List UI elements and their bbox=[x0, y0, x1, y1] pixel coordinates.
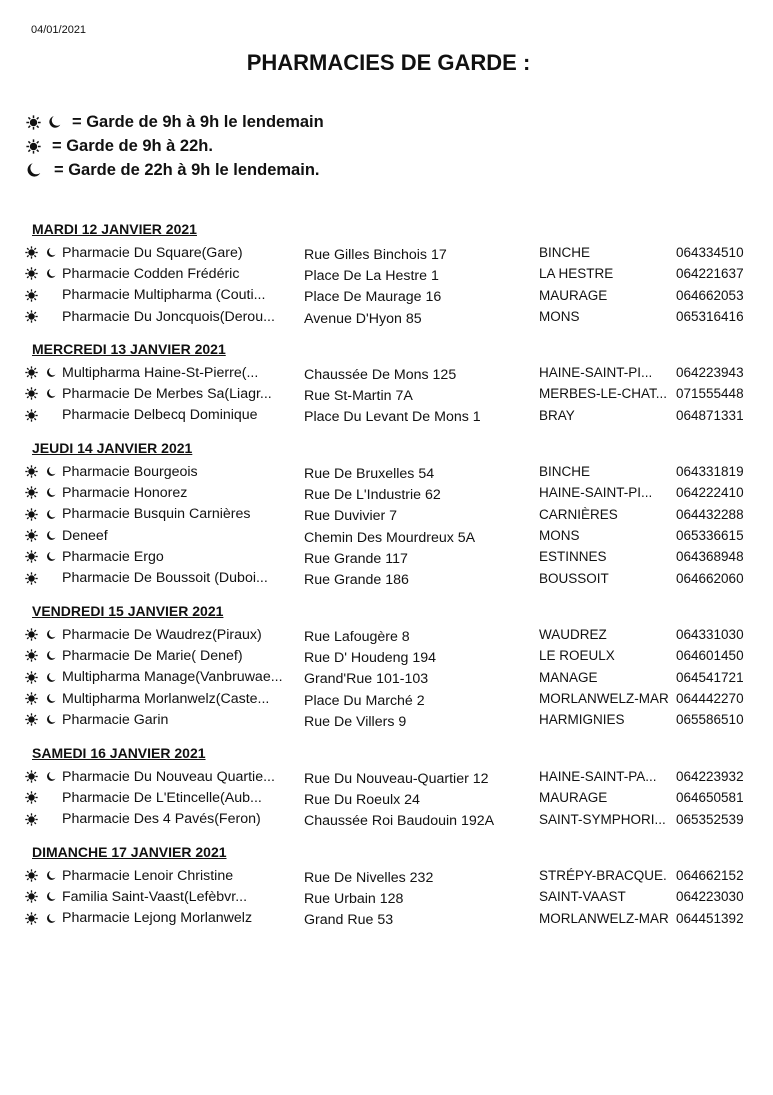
page-title: PHARMACIES DE GARDE : bbox=[246, 50, 531, 75]
document-date: 04/01/2021 bbox=[31, 24, 87, 36]
pharmacy-name: Pharmacie Ergo bbox=[62, 548, 164, 565]
shift-icons bbox=[22, 267, 62, 280]
shift-icons bbox=[22, 465, 62, 478]
pharmacy-address: Rue De Nivelles 232 bbox=[304, 869, 434, 886]
pharmacy-address: Chaussée De Mons 125 bbox=[304, 366, 457, 383]
sun-icon bbox=[25, 508, 38, 521]
pharmacy-address: Place Du Marché 2 bbox=[304, 692, 425, 709]
shift-icons bbox=[22, 692, 62, 705]
sun-icon bbox=[25, 366, 38, 379]
pharmacy-name: Pharmacie Du Square(Gare) bbox=[62, 244, 243, 261]
pharmacy-name: Pharmacie Garin bbox=[62, 711, 169, 728]
moon-icon bbox=[46, 466, 56, 477]
pharmacy-address: Chaussée Roi Baudouin 192A bbox=[304, 813, 495, 830]
pharmacy-city: BINCHE bbox=[539, 464, 591, 480]
shift-icons bbox=[22, 671, 62, 684]
pharmacy-row bbox=[22, 362, 762, 383]
pharmacy-address: Rue De Bruxelles 54 bbox=[304, 465, 435, 482]
sun-icon bbox=[25, 289, 38, 302]
moon-icon bbox=[48, 115, 61, 129]
sun-icon bbox=[25, 713, 38, 726]
shift-icons bbox=[22, 572, 62, 585]
pharmacy-address: Rue Grande 186 bbox=[304, 572, 409, 589]
pharmacy-name: Pharmacie Codden Frédéric bbox=[62, 265, 240, 282]
pharmacy-name: Multipharma Manage(Vanbruwae... bbox=[62, 669, 283, 686]
pharmacy-phone: 064871331 bbox=[676, 407, 744, 423]
day-title: MERCREDI 13 JANVIER 2021 bbox=[32, 341, 226, 357]
pharmacy-phone: 065316416 bbox=[676, 309, 744, 325]
pharmacy-phone: 065352539 bbox=[676, 811, 744, 827]
pharmacy-name: Pharmacie Du Nouveau Quartie... bbox=[62, 768, 275, 785]
pharmacy-name: Pharmacie Lenoir Christine bbox=[62, 867, 234, 884]
pharmacy-city: MAURAGE bbox=[539, 790, 608, 806]
pharmacy-phone: 064334510 bbox=[676, 245, 744, 261]
shift-icons bbox=[22, 508, 62, 521]
pharmacy-phone: 064442270 bbox=[676, 691, 744, 707]
day-title: SAMEDI 16 JANVIER 2021 bbox=[32, 745, 206, 761]
pharmacy-row bbox=[22, 688, 762, 709]
moon-icon bbox=[46, 629, 56, 640]
sun-icon bbox=[25, 770, 38, 783]
moon-icon bbox=[46, 891, 56, 902]
pharmacy-name: Pharmacie Lejong Morlanwelz bbox=[62, 910, 253, 927]
moon-icon bbox=[46, 650, 56, 661]
pharmacy-address: Rue Urbain 128 bbox=[304, 890, 404, 907]
sun-icon bbox=[25, 628, 38, 641]
sun-icon bbox=[25, 310, 38, 323]
pharmacy-row bbox=[22, 865, 762, 886]
pharmacy-phone: 064221637 bbox=[676, 266, 744, 282]
sun-icon bbox=[25, 791, 38, 804]
pharmacy-phone: 064601450 bbox=[676, 648, 744, 664]
pharmacy-address: Place De La Hestre 1 bbox=[304, 267, 439, 284]
pharmacy-name: Pharmacie Honorez bbox=[62, 484, 188, 501]
pharmacy-row bbox=[22, 787, 762, 808]
shift-icons bbox=[22, 246, 62, 259]
day-title: MARDI 12 JANVIER 2021 bbox=[32, 221, 197, 237]
pharmacy-phone: 064223932 bbox=[676, 769, 744, 785]
pharmacy-city: HAINE-SAINT-PI... bbox=[539, 365, 653, 381]
pharmacy-city: MONS bbox=[539, 309, 580, 325]
moon-icon bbox=[46, 771, 56, 782]
day-title: DIMANCHE 17 JANVIER 2021 bbox=[32, 844, 227, 860]
pharmacy-address: Grand Rue 53 bbox=[304, 912, 394, 929]
pharmacy-address: Avenue D'Hyon 85 bbox=[304, 310, 422, 327]
pharmacy-name: Pharmacie Des 4 Pavés(Feron) bbox=[62, 811, 261, 828]
pharmacy-name: Pharmacie De Boussoit (Duboi... bbox=[62, 570, 268, 587]
legend-text: = Garde de 9h à 22h. bbox=[52, 136, 213, 155]
pharmacy-row bbox=[22, 908, 762, 929]
sun-icon bbox=[25, 692, 38, 705]
pharmacy-city: HAINE-SAINT-PA... bbox=[539, 769, 657, 785]
pharmacy-phone: 065586510 bbox=[676, 712, 744, 728]
shift-icons bbox=[22, 890, 62, 903]
day-section bbox=[22, 843, 762, 929]
pharmacy-address: Rue Gilles Binchois 17 bbox=[304, 246, 447, 263]
shift-icons bbox=[22, 289, 62, 302]
pharmacy-address: Rue Du Nouveau-Quartier 12 bbox=[304, 770, 489, 787]
legend-text: = Garde de 9h à 9h le lendemain bbox=[72, 112, 324, 131]
pharmacy-city: MAURAGE bbox=[539, 287, 608, 303]
moon-icon bbox=[46, 247, 56, 258]
day-title: VENDREDI 15 JANVIER 2021 bbox=[32, 603, 224, 619]
pharmacy-address: Rue Lafougère 8 bbox=[304, 628, 410, 645]
moon-icon bbox=[46, 672, 56, 683]
pharmacy-row bbox=[22, 645, 762, 666]
pharmacy-name: Pharmacie Du Joncquois(Derou... bbox=[62, 308, 275, 325]
pharmacy-city: MONS bbox=[539, 528, 580, 544]
pharmacy-address: Place De Maurage 16 bbox=[304, 289, 442, 306]
shift-icons bbox=[22, 409, 62, 422]
pharmacy-phone: 071555448 bbox=[676, 386, 744, 402]
pharmacy-city: ESTINNES bbox=[539, 549, 607, 565]
pharmacy-phone: 064662060 bbox=[676, 570, 744, 586]
pharmacy-row bbox=[22, 405, 762, 426]
shift-icons bbox=[22, 713, 62, 726]
pharmacy-city: HAINE-SAINT-PI... bbox=[539, 485, 653, 501]
sun-icon bbox=[25, 409, 38, 422]
pharmacy-city: CARNIÈRES bbox=[539, 506, 618, 522]
pharmacy-name: Multipharma Haine-St-Pierre(... bbox=[62, 364, 259, 381]
pharmacy-address: Rue St-Martin 7A bbox=[304, 387, 413, 404]
sun-icon bbox=[25, 912, 38, 925]
pharmacy-address: Rue Du Roeulx 24 bbox=[304, 791, 420, 808]
legend bbox=[26, 110, 324, 182]
pharmacy-city: MERBES-LE-CHAT... bbox=[539, 386, 668, 402]
pharmacy-row bbox=[22, 525, 762, 546]
pharmacy-phone: 064662152 bbox=[676, 868, 744, 884]
pharmacy-name: Pharmacie Multipharma (Couti... bbox=[62, 287, 266, 304]
legend-row-night bbox=[26, 158, 324, 182]
pharmacy-address: Rue D' Houdeng 194 bbox=[304, 649, 437, 666]
sun-icon bbox=[25, 649, 38, 662]
pharmacy-phone: 064223943 bbox=[676, 365, 744, 381]
pharmacy-row bbox=[22, 306, 762, 327]
pharmacy-city: HARMIGNIES bbox=[539, 712, 625, 728]
moon-icon bbox=[46, 870, 56, 881]
pharmacy-phone: 064541721 bbox=[676, 669, 744, 685]
pharmacy-address: Grand'Rue 101-103 bbox=[304, 671, 429, 688]
pharmacy-city: MORLANWELZ-MAR bbox=[539, 691, 669, 707]
pharmacy-row bbox=[22, 383, 762, 404]
shift-icons bbox=[22, 813, 62, 826]
pharmacy-name: Pharmacie De L'Etincelle(Aub... bbox=[62, 789, 262, 806]
pharmacy-phone: 064331030 bbox=[676, 627, 744, 643]
sun-icon bbox=[25, 869, 38, 882]
pharmacy-phone: 064223030 bbox=[676, 889, 744, 905]
shift-icons bbox=[22, 529, 62, 542]
shift-icons bbox=[22, 387, 62, 400]
moon-icon bbox=[46, 693, 56, 704]
sun-icon bbox=[25, 246, 38, 259]
pharmacy-name: Pharmacie De Merbes Sa(Liagr... bbox=[62, 385, 272, 402]
pharmacy-phone: 064222410 bbox=[676, 485, 744, 501]
pharmacy-phone: 064432288 bbox=[676, 506, 744, 522]
legend-text: = Garde de 22h à 9h le lendemain. bbox=[54, 160, 320, 179]
shift-icons bbox=[22, 869, 62, 882]
pharmacy-phone: 064331819 bbox=[676, 464, 744, 480]
day-section bbox=[22, 340, 762, 426]
pharmacy-row bbox=[22, 766, 762, 787]
sun-icon bbox=[25, 813, 38, 826]
pharmacy-address: Rue Grande 117 bbox=[304, 550, 408, 567]
pharmacy-address: Rue De Villers 9 bbox=[304, 713, 407, 730]
sun-icon bbox=[25, 387, 38, 400]
pharmacy-phone: 064368948 bbox=[676, 549, 744, 565]
day-section bbox=[22, 220, 762, 327]
moon-icon bbox=[46, 551, 56, 562]
day-section bbox=[22, 744, 762, 830]
shift-icons bbox=[22, 310, 62, 323]
pharmacy-phone: 064451392 bbox=[676, 910, 744, 926]
pharmacy-city: SAINT-VAAST bbox=[539, 889, 626, 905]
sun-icon bbox=[25, 529, 38, 542]
moon-icon bbox=[46, 268, 56, 279]
pharmacy-phone: 065336615 bbox=[676, 528, 744, 544]
pharmacy-name: Multipharma Morlanwelz(Caste... bbox=[62, 690, 270, 707]
pharmacy-phone: 064650581 bbox=[676, 790, 744, 806]
moon-icon bbox=[46, 913, 56, 924]
pharmacy-city: LA HESTRE bbox=[539, 266, 614, 282]
pharmacy-address: Place Du Levant De Mons 1 bbox=[304, 409, 481, 426]
pharmacy-city: MANAGE bbox=[539, 669, 598, 685]
day-section bbox=[22, 602, 762, 730]
pharmacy-address: Chemin Des Mourdreux 5A bbox=[304, 529, 476, 546]
shift-icons bbox=[22, 770, 62, 783]
pharmacy-row bbox=[22, 504, 762, 525]
moon-icon bbox=[46, 509, 56, 520]
day-title: JEUDI 14 JANVIER 2021 bbox=[32, 440, 193, 456]
pharmacy-city: BINCHE bbox=[539, 245, 591, 261]
moon-icon bbox=[46, 367, 56, 378]
pharmacy-row bbox=[22, 546, 762, 567]
sun-icon bbox=[25, 486, 38, 499]
pharmacy-name: Deneef bbox=[62, 527, 108, 544]
moon-icon bbox=[46, 388, 56, 399]
pharmacy-city: SAINT-SYMPHORI... bbox=[539, 811, 666, 827]
sun-icon bbox=[25, 550, 38, 563]
moon-icon bbox=[46, 714, 56, 725]
pharmacy-city: WAUDREZ bbox=[539, 627, 607, 643]
pharmacy-name: Pharmacie De Marie( Denef) bbox=[62, 647, 243, 664]
pharmacy-row bbox=[22, 709, 762, 730]
pharmacy-city: STRÉPY-BRACQUE. bbox=[539, 868, 667, 884]
sun-icon bbox=[25, 267, 38, 280]
pharmacy-row bbox=[22, 482, 762, 503]
shift-icons bbox=[22, 486, 62, 499]
pharmacy-row bbox=[22, 624, 762, 645]
pharmacy-row bbox=[22, 461, 762, 482]
pharmacy-phone: 064662053 bbox=[676, 287, 744, 303]
pharmacy-name: Pharmacie De Waudrez(Piraux) bbox=[62, 626, 262, 643]
moon-icon bbox=[46, 487, 56, 498]
pharmacy-name: Pharmacie Delbecq Dominique bbox=[62, 407, 258, 424]
shift-icons bbox=[22, 791, 62, 804]
moon-icon bbox=[46, 530, 56, 541]
shift-icons bbox=[22, 366, 62, 379]
sun-icon bbox=[26, 115, 41, 130]
pharmacy-row bbox=[22, 263, 762, 284]
pharmacy-row bbox=[22, 242, 762, 263]
legend-row-day-and-night bbox=[26, 110, 324, 134]
pharmacy-row bbox=[22, 667, 762, 688]
day-section bbox=[22, 439, 762, 589]
sun-icon bbox=[26, 139, 41, 154]
sun-icon bbox=[25, 465, 38, 478]
shift-icons bbox=[22, 628, 62, 641]
moon-icon bbox=[26, 162, 41, 178]
pharmacy-city: LE ROEULX bbox=[539, 648, 615, 664]
pharmacy-name: Familia Saint-Vaast(Lefèbvr... bbox=[62, 888, 248, 905]
sun-icon bbox=[25, 890, 38, 903]
pharmacy-row bbox=[22, 886, 762, 907]
sun-icon bbox=[25, 671, 38, 684]
pharmacy-row bbox=[22, 285, 762, 306]
sun-icon bbox=[25, 572, 38, 585]
pharmacy-city: BRAY bbox=[539, 407, 575, 423]
pharmacy-name: Pharmacie Busquin Carnières bbox=[62, 506, 251, 523]
pharmacy-city: MORLANWELZ-MAR bbox=[539, 910, 669, 926]
pharmacy-address: Rue Duvivier 7 bbox=[304, 508, 398, 525]
shift-icons bbox=[22, 550, 62, 563]
shift-icons bbox=[22, 649, 62, 662]
pharmacy-city: BOUSSOIT bbox=[539, 570, 609, 586]
pharmacy-name: Pharmacie Bourgeois bbox=[62, 463, 198, 480]
legend-row-day bbox=[26, 134, 324, 158]
shift-icons bbox=[22, 912, 62, 925]
pharmacy-row bbox=[22, 809, 762, 830]
pharmacy-address: Rue De L'Industrie 62 bbox=[304, 486, 441, 503]
pharmacy-row bbox=[22, 567, 762, 588]
